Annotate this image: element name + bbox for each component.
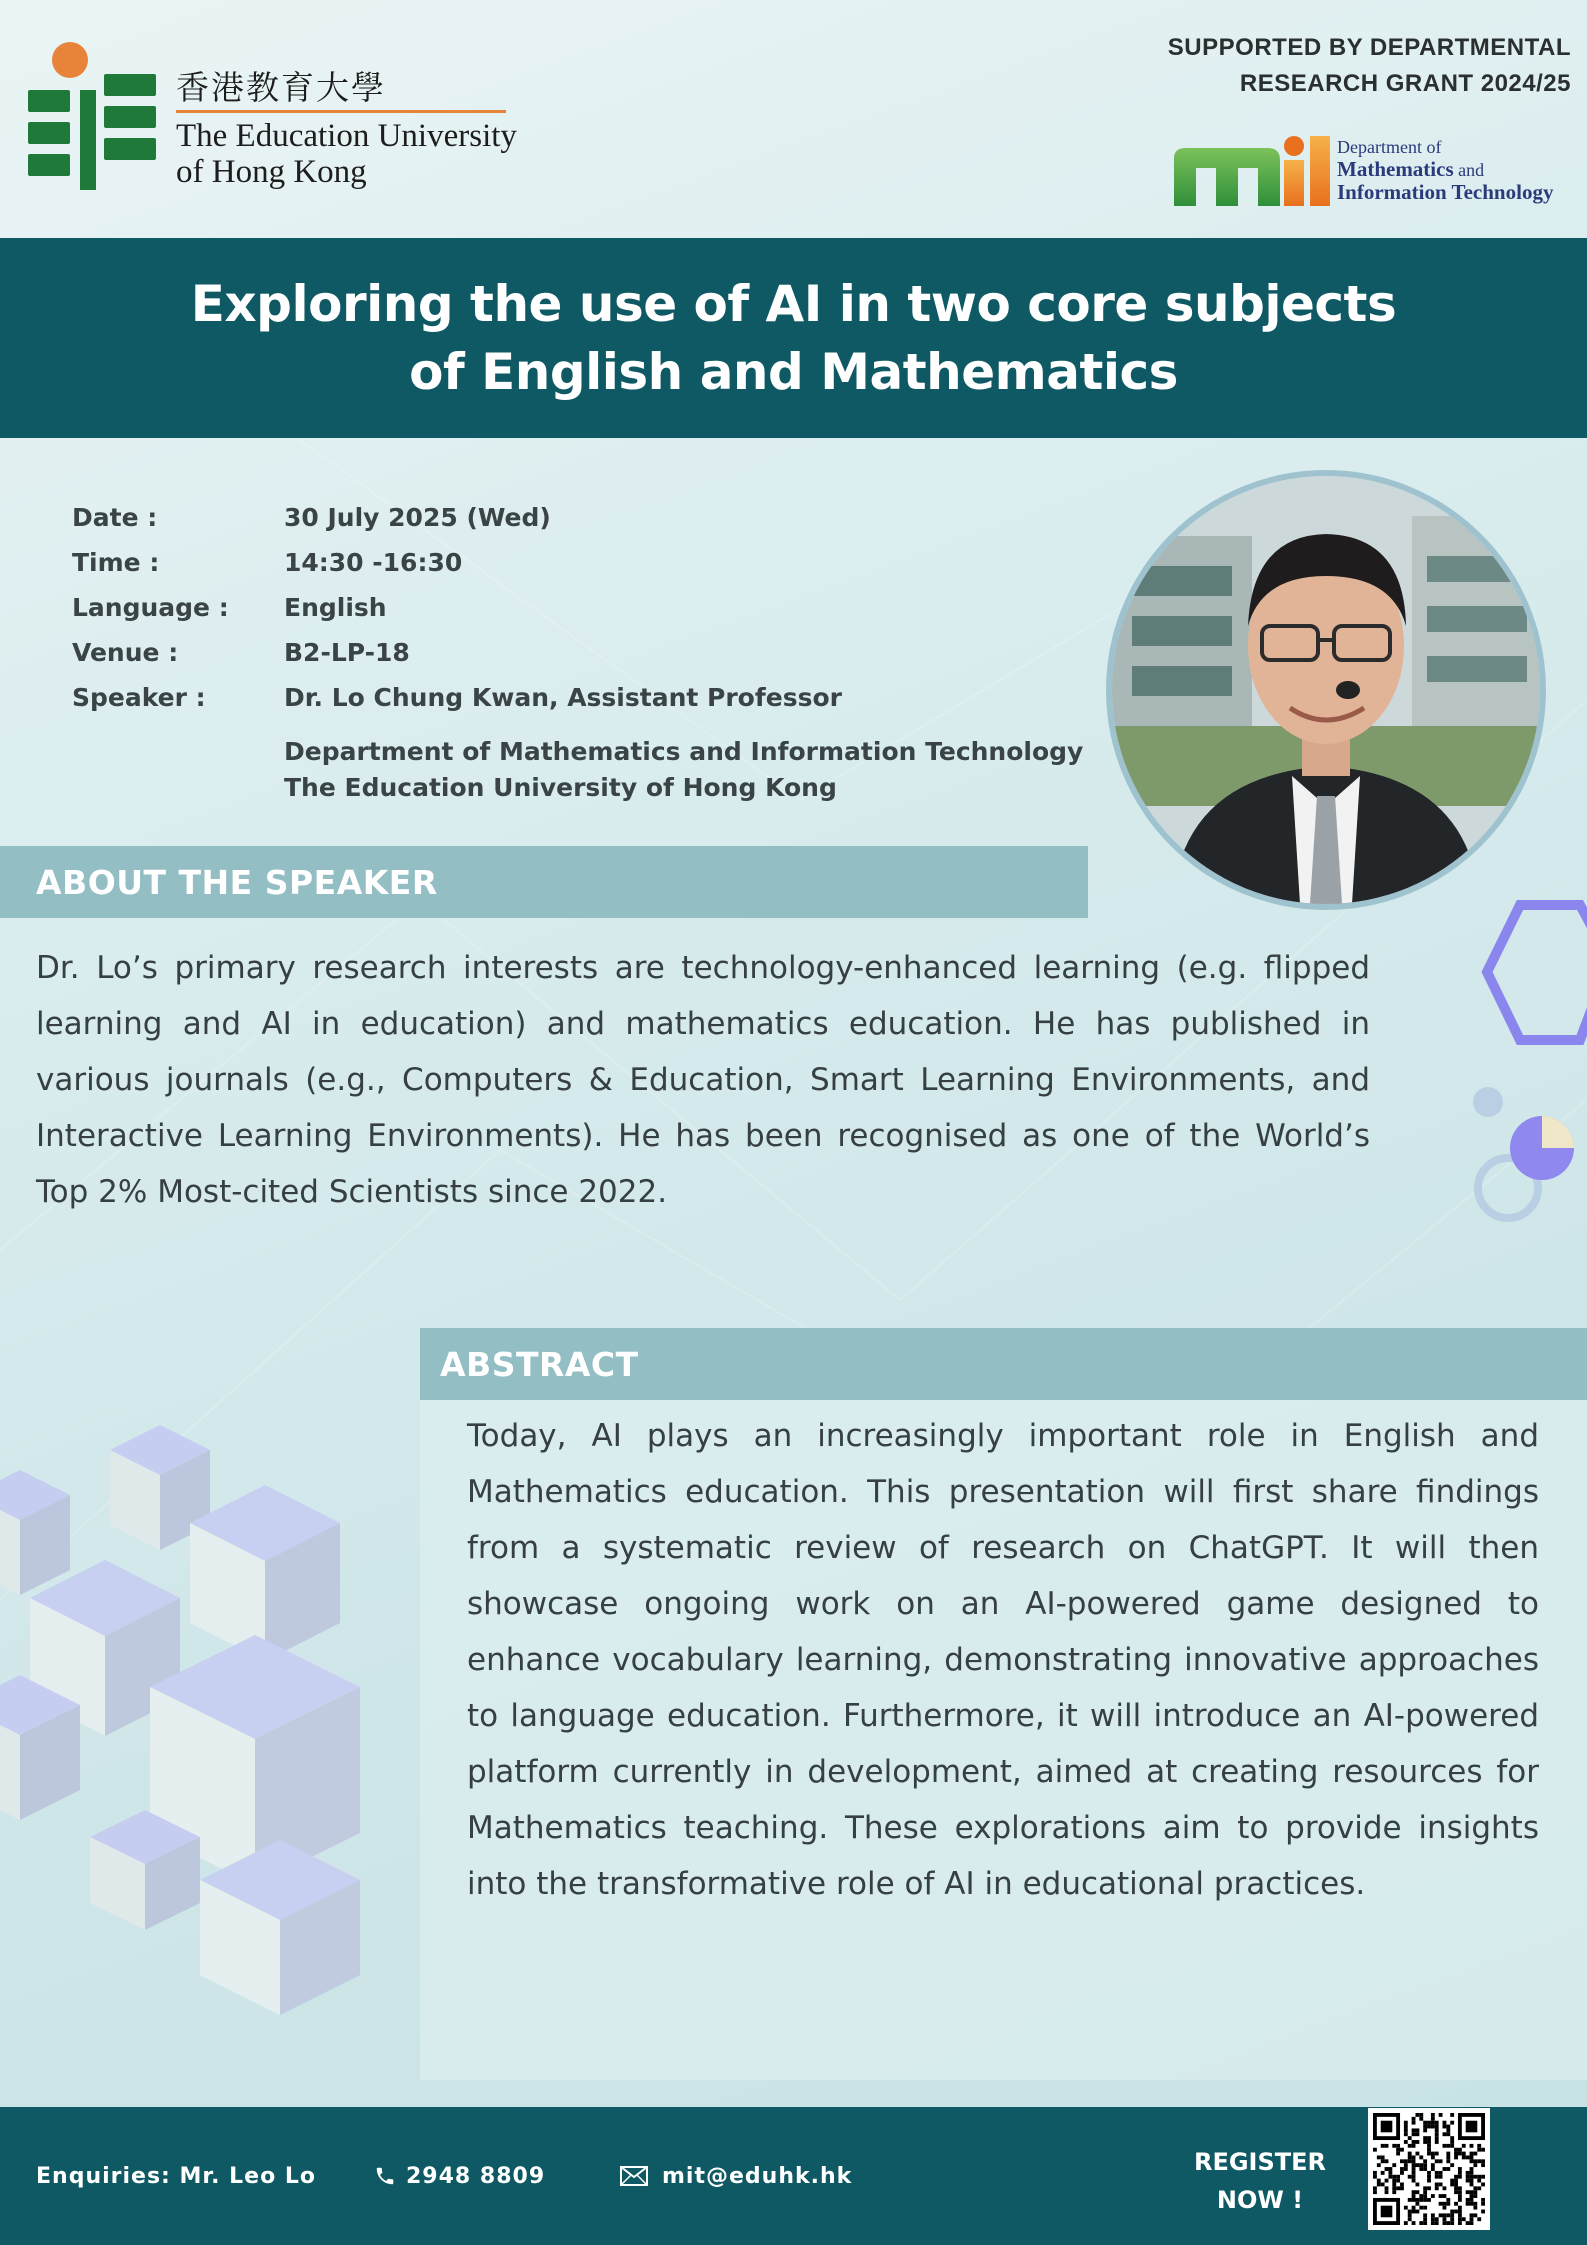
phone-icon [374, 2165, 396, 2187]
event-title-line2: of English and Mathematics [409, 343, 1178, 401]
speaker-affiliation [284, 734, 1102, 806]
register-line2: NOW ! [1216, 2186, 1304, 2214]
qr-code-icon[interactable] [1368, 2108, 1490, 2230]
event-title [104, 270, 1484, 406]
affiliation-line2: The Education University of Hong Kong [284, 773, 837, 802]
dept-logo-line2: Mathematics [1337, 157, 1454, 181]
date-value: 30 July 2025 (Wed) [284, 503, 551, 532]
cubes-decoration [0, 1425, 360, 2015]
phone-number: 2948 8809 [406, 2163, 546, 2189]
detail-row-time [72, 540, 1102, 585]
department-logo [1172, 128, 1572, 214]
speaker-portrait-illustration [1112, 476, 1540, 904]
detail-row-speaker [72, 675, 1102, 720]
envelope-icon [620, 2166, 648, 2186]
event-details [72, 495, 1102, 806]
mit-logo-icon [1172, 136, 1340, 206]
speaker-photo [1106, 470, 1546, 910]
qr-code-pattern [1373, 2113, 1485, 2225]
dept-logo-line2-suffix: and [1453, 160, 1485, 180]
register-now-cta[interactable] [1180, 2143, 1340, 2219]
hexagon-decoration [1487, 905, 1587, 1040]
university-name-line2: of Hong Kong [176, 154, 367, 190]
dot-decoration [1473, 1087, 1503, 1117]
speaker-value: Dr. Lo Chung Kwan, Assistant Professor [284, 683, 842, 712]
grant-support-note [1168, 30, 1571, 102]
venue-value: B2-LP-18 [284, 638, 410, 667]
venue-label: Venue : [72, 638, 179, 667]
title-banner [0, 238, 1587, 438]
email-contact[interactable] [620, 2107, 852, 2245]
register-line1: REGISTER [1193, 2148, 1327, 2176]
abstract-heading: ABSTRACT [420, 1328, 1587, 1400]
footer-bar [0, 2107, 1587, 2245]
university-name-line1: The Education University [176, 118, 517, 154]
time-label: Time : [72, 548, 160, 577]
speaker-label: Speaker : [72, 683, 206, 712]
language-value: English [284, 593, 387, 622]
phone-contact[interactable] [374, 2107, 545, 2245]
university-name-english [176, 118, 517, 190]
detail-row-language [72, 585, 1102, 630]
dept-logo-line3: Information Technology [1337, 180, 1554, 204]
about-speaker-text: Dr. Lo’s primary research interests are technology-enhanced learning (e.g. flipped learning and AI in education) and mathematics education. He has published in various journals (e.g., Computers & Education, Smart Learning Environments, and Interactive Learning Environments). He has been recognised as one of the World’s Top 2% Most-cited Scientists since 2022. [36, 950, 1370, 1210]
about-speaker-heading: ABOUT THE SPEAKER [0, 846, 1088, 918]
department-logo-text [1337, 136, 1553, 204]
date-label: Date : [72, 503, 158, 532]
support-line2: RESEARCH GRANT 2024/25 [1239, 70, 1571, 97]
event-title-line1: Exploring the use of AI in two core subjects [190, 275, 1397, 333]
enquiries-contact: Enquiries: Mr. Leo Lo [36, 2163, 316, 2189]
time-value: 14:30 -16:30 [284, 548, 463, 577]
detail-row-venue [72, 630, 1102, 675]
eduhk-logo-icon [28, 40, 156, 190]
language-label: Language : [72, 593, 229, 622]
support-line1: SUPPORTED BY DEPARTMENTAL [1167, 34, 1571, 61]
email-address: mit@eduhk.hk [662, 2163, 853, 2189]
detail-row-date [72, 495, 1102, 540]
university-name-chinese: 香港教育大學 [176, 68, 386, 107]
dept-logo-line1: Department of [1337, 137, 1442, 157]
affiliation-line1: Department of Mathematics and Information Technology [284, 737, 1084, 766]
logo-divider [176, 110, 506, 113]
abstract-text: Today, AI plays an increasingly important role in English and Mathematics education. This presentation will first share findings from a systematic review of research on ChatGPT. It will then showcase ongoing work on an AI-powered game designed to enhance vocabulary learning, demonstrating innovative approaches to language education. Furthermore, it will introduce an AI-powered platform currently in development, aimed at creating resources for Mathematics teaching. These explorations aim to provide insights into the transformative role of AI in educational practices. [467, 1418, 1539, 1902]
